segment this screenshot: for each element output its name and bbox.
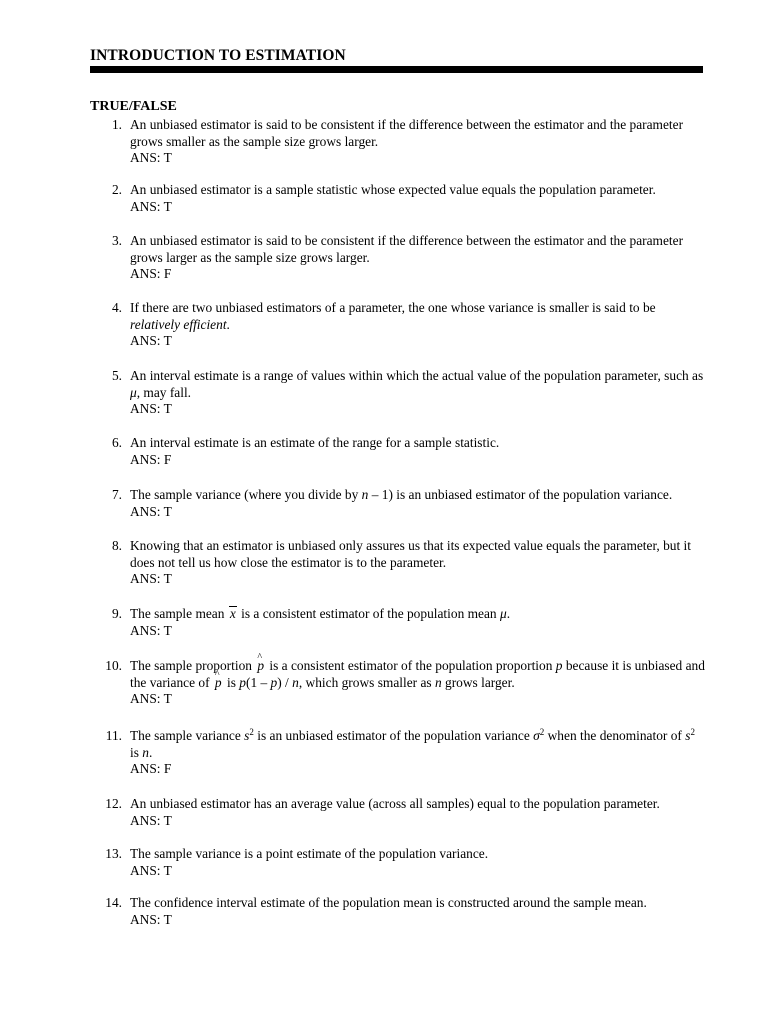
superscript: 2 bbox=[690, 727, 695, 737]
question-text: (1 – bbox=[245, 674, 268, 690]
p-symbol: p bbox=[270, 674, 278, 690]
question-text: is a consistent estimator of the population proportion bbox=[269, 658, 553, 673]
answer: ANS: T bbox=[130, 691, 172, 707]
answer: ANS: F bbox=[130, 761, 172, 777]
question-number: 11. bbox=[105, 728, 122, 743]
p-symbol: p bbox=[555, 658, 563, 673]
answer: ANS: T bbox=[130, 198, 172, 214]
answer: ANS: T bbox=[130, 401, 172, 417]
question-number: 1. bbox=[111, 117, 122, 132]
sigma-symbol: σ bbox=[533, 728, 540, 743]
question-number: 7. bbox=[111, 487, 122, 502]
question-text: . bbox=[149, 744, 153, 760]
title-rule bbox=[90, 66, 703, 73]
question-number: 4. bbox=[111, 300, 122, 315]
p-hat-symbol: ^ p bbox=[255, 658, 266, 675]
question-item bbox=[90, 435, 706, 468]
question-text: The sample variance bbox=[130, 728, 241, 743]
question-text: – 1) is an unbiased estimator of the population variance. bbox=[371, 487, 673, 502]
x-bar-symbol: x bbox=[229, 606, 236, 621]
answer: ANS: F bbox=[130, 451, 172, 467]
question-number: 5. bbox=[111, 368, 122, 383]
superscript: 2 bbox=[249, 727, 254, 737]
question-number: 9. bbox=[111, 606, 122, 621]
question-number: 8. bbox=[111, 538, 122, 553]
question-text: The sample variance (where you divide by bbox=[130, 487, 359, 502]
question-number: 6. bbox=[111, 435, 122, 450]
mu-symbol: μ bbox=[130, 384, 137, 400]
question-text: An interval estimate is a range of values within which the actual value of the population parameter, such as bbox=[130, 368, 704, 383]
question-number: 12. bbox=[105, 796, 122, 811]
question-text-italic: relatively efficient bbox=[130, 316, 227, 332]
question-text: is bbox=[130, 744, 139, 760]
question-text: An interval estimate is an estimate of the range for a sample statistic. bbox=[130, 435, 500, 450]
answer: ANS: T bbox=[130, 812, 172, 828]
answer: ANS: T bbox=[130, 911, 172, 927]
question-item bbox=[90, 117, 706, 167]
answer: ANS: T bbox=[130, 150, 172, 166]
question-item bbox=[90, 233, 706, 283]
answer: ANS: T bbox=[130, 333, 172, 349]
question-text: An unbiased estimator is said to be consistent if the difference between the estimator and the parameter grows smaller as the sample size grows larger. bbox=[130, 117, 684, 149]
question-text: An unbiased estimator is a sample statistic whose expected value equals the population parameter. bbox=[130, 182, 656, 197]
question-item bbox=[90, 728, 706, 778]
question-number: 14. bbox=[105, 895, 122, 910]
n-symbol: n bbox=[142, 744, 149, 760]
question-item bbox=[90, 606, 706, 639]
question-text: An unbiased estimator is said to be consistent if the difference between the estimator and the parameter grows larger as the sample size grows larger. bbox=[130, 233, 684, 265]
question-text: is bbox=[226, 674, 236, 690]
answer: ANS: T bbox=[130, 622, 172, 638]
question-text: The confidence interval estimate of the population mean is constructed around the sample mean. bbox=[130, 895, 647, 910]
question-number: 10. bbox=[105, 658, 122, 673]
question-item bbox=[90, 658, 706, 708]
question-text: , which grows smaller as bbox=[298, 674, 432, 690]
question-text: is an unbiased estimator of the population variance bbox=[257, 728, 530, 743]
question-item bbox=[90, 182, 706, 215]
question-text: , may fall. bbox=[136, 384, 192, 400]
s-symbol: s bbox=[685, 728, 691, 743]
document-title: INTRODUCTION TO ESTIMATION bbox=[90, 47, 346, 64]
question-item bbox=[90, 846, 706, 879]
question-number: 13. bbox=[105, 846, 122, 861]
n-symbol: n bbox=[361, 487, 369, 502]
question-text: If there are two unbiased estimators of a parameter, the one whose variance is smaller is said to be bbox=[130, 300, 656, 315]
mu-symbol: μ bbox=[499, 606, 507, 621]
question-text: Knowing that an estimator is unbiased only assures us that its expected value equals the parameter, but it does not tell us how close the estimator is to the parameter. bbox=[130, 538, 691, 570]
question-number: 3. bbox=[111, 233, 122, 248]
question-text: The sample variance is a point estimate of the population variance. bbox=[130, 846, 489, 861]
superscript: 2 bbox=[539, 727, 545, 737]
question-item bbox=[90, 368, 706, 418]
question-text: is a consistent estimator of the population mean bbox=[241, 606, 497, 621]
question-item bbox=[90, 538, 706, 588]
n-symbol: n bbox=[434, 674, 442, 690]
question-text: The sample mean bbox=[130, 606, 225, 621]
question-text: . bbox=[506, 606, 511, 621]
s-symbol: s bbox=[244, 728, 250, 743]
question-text: grows larger. bbox=[445, 674, 515, 690]
section-heading: TRUE/FALSE bbox=[90, 99, 177, 114]
answer: ANS: T bbox=[130, 862, 172, 878]
question-item bbox=[90, 895, 706, 928]
question-number: 2. bbox=[111, 182, 122, 197]
question-text: The sample proportion bbox=[130, 658, 252, 673]
n-symbol: n bbox=[292, 674, 299, 690]
question-item bbox=[90, 487, 706, 520]
question-text: when the denominator of bbox=[547, 728, 682, 743]
question-item bbox=[90, 300, 706, 350]
answer: ANS: F bbox=[130, 266, 172, 282]
question-text: ) / bbox=[277, 674, 289, 690]
p-hat-symbol: ^ p bbox=[213, 675, 224, 692]
answer: ANS: T bbox=[130, 503, 172, 519]
answer: ANS: T bbox=[130, 571, 172, 587]
question-text: An unbiased estimator has an average value (across all samples) equal to the population parameter. bbox=[130, 796, 660, 811]
p-symbol: p bbox=[239, 674, 246, 690]
question-item bbox=[90, 796, 706, 829]
question-text: . bbox=[226, 316, 230, 332]
question-text: because it is unbiased and the variance of bbox=[130, 658, 705, 690]
